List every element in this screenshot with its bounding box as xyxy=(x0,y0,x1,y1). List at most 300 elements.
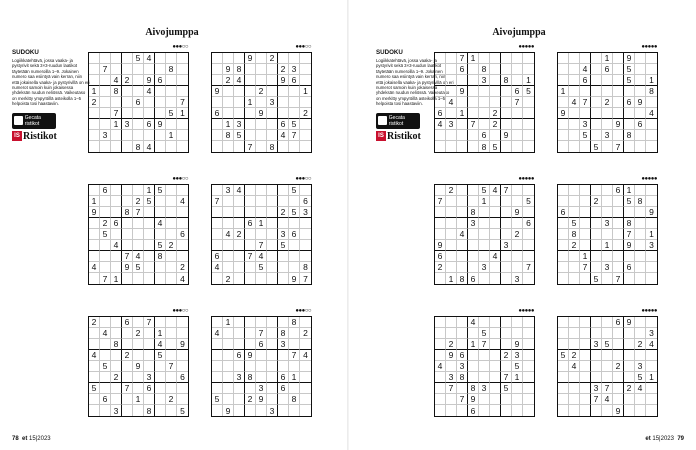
sudoku-cell[interactable]: 8 xyxy=(278,328,289,339)
sudoku-cell[interactable]: 2 xyxy=(278,207,289,218)
sudoku-cell[interactable]: 9 xyxy=(245,350,256,361)
sudoku-cell[interactable] xyxy=(490,383,501,394)
sudoku-cell[interactable]: 1 xyxy=(289,372,300,383)
sudoku-cell[interactable] xyxy=(212,273,223,284)
sudoku-cell[interactable] xyxy=(479,372,490,383)
sudoku-cell[interactable] xyxy=(212,372,223,383)
sudoku-cell[interactable] xyxy=(569,141,580,152)
sudoku-cell[interactable]: 7 xyxy=(245,251,256,262)
sudoku-cell[interactable] xyxy=(234,317,245,328)
sudoku-cell[interactable]: 9 xyxy=(435,240,446,251)
sudoku-cell[interactable]: 8 xyxy=(457,273,468,284)
sudoku-cell[interactable] xyxy=(490,240,501,251)
sudoku-cell[interactable] xyxy=(267,240,278,251)
sudoku-cell[interactable] xyxy=(558,405,569,416)
sudoku-cell[interactable] xyxy=(512,317,523,328)
sudoku-cell[interactable] xyxy=(133,86,144,97)
sudoku-cell[interactable] xyxy=(613,97,624,108)
sudoku-cell[interactable]: 7 xyxy=(580,262,591,273)
sudoku-cell[interactable] xyxy=(256,141,267,152)
sudoku-cell[interactable]: 1 xyxy=(523,75,534,86)
sudoku-cell[interactable]: 1 xyxy=(155,328,166,339)
sudoku-cell[interactable] xyxy=(569,130,580,141)
sudoku-cell[interactable]: 6 xyxy=(133,97,144,108)
sudoku-cell[interactable]: 3 xyxy=(267,97,278,108)
sudoku-cell[interactable] xyxy=(523,108,534,119)
sudoku-cell[interactable] xyxy=(468,240,479,251)
sudoku-cell[interactable]: 4 xyxy=(133,251,144,262)
sudoku-cell[interactable] xyxy=(490,130,501,141)
sudoku-cell[interactable] xyxy=(166,75,177,86)
sudoku-cell[interactable] xyxy=(267,273,278,284)
sudoku-cell[interactable] xyxy=(490,317,501,328)
sudoku-cell[interactable] xyxy=(267,64,278,75)
sudoku-cell[interactable] xyxy=(166,185,177,196)
sudoku-cell[interactable] xyxy=(89,108,100,119)
sudoku-cell[interactable] xyxy=(558,218,569,229)
sudoku-cell[interactable] xyxy=(289,240,300,251)
sudoku-cell[interactable] xyxy=(133,108,144,119)
sudoku-cell[interactable] xyxy=(267,317,278,328)
sudoku-cell[interactable]: 5 xyxy=(155,240,166,251)
sudoku-cell[interactable] xyxy=(457,75,468,86)
sudoku-cell[interactable] xyxy=(223,350,234,361)
sudoku-cell[interactable] xyxy=(177,218,188,229)
sudoku-cell[interactable] xyxy=(300,229,311,240)
sudoku-cell[interactable] xyxy=(122,218,133,229)
sudoku-cell[interactable]: 6 xyxy=(300,196,311,207)
sudoku-cell[interactable]: 6 xyxy=(278,383,289,394)
sudoku-cell[interactable]: 2 xyxy=(122,75,133,86)
sudoku-cell[interactable] xyxy=(490,64,501,75)
sudoku-cell[interactable] xyxy=(512,185,523,196)
sudoku-cell[interactable] xyxy=(267,218,278,229)
sudoku-cell[interactable]: 7 xyxy=(580,97,591,108)
sudoku-cell[interactable] xyxy=(100,207,111,218)
sudoku-cell[interactable]: 4 xyxy=(144,86,155,97)
sudoku-cell[interactable] xyxy=(580,196,591,207)
sudoku-cell[interactable] xyxy=(256,185,267,196)
sudoku-cell[interactable] xyxy=(501,108,512,119)
sudoku-cell[interactable]: 3 xyxy=(223,185,234,196)
sudoku-cell[interactable] xyxy=(212,218,223,229)
sudoku-cell[interactable]: 7 xyxy=(256,328,267,339)
sudoku-cell[interactable] xyxy=(490,262,501,273)
sudoku-cell[interactable]: 3 xyxy=(468,218,479,229)
sudoku-cell[interactable]: 3 xyxy=(646,240,657,251)
sudoku-cell[interactable] xyxy=(100,86,111,97)
sudoku-cell[interactable] xyxy=(523,372,534,383)
sudoku-cell[interactable]: 6 xyxy=(613,317,624,328)
sudoku-cell[interactable] xyxy=(635,328,646,339)
sudoku-cell[interactable]: 5 xyxy=(256,262,267,273)
sudoku-cell[interactable]: 8 xyxy=(468,383,479,394)
sudoku-cell[interactable] xyxy=(111,383,122,394)
sudoku-cell[interactable] xyxy=(512,383,523,394)
sudoku-cell[interactable] xyxy=(523,185,534,196)
sudoku-cell[interactable] xyxy=(512,64,523,75)
sudoku-cell[interactable] xyxy=(479,218,490,229)
sudoku-cell[interactable] xyxy=(289,86,300,97)
sudoku-cell[interactable] xyxy=(435,383,446,394)
sudoku-cell[interactable]: 9 xyxy=(144,75,155,86)
sudoku-cell[interactable] xyxy=(267,394,278,405)
sudoku-cell[interactable]: 1 xyxy=(646,75,657,86)
sudoku-cell[interactable] xyxy=(122,108,133,119)
sudoku-cell[interactable]: 7 xyxy=(177,97,188,108)
sudoku-cell[interactable]: 6 xyxy=(613,185,624,196)
sudoku-cell[interactable] xyxy=(580,141,591,152)
sudoku-cell[interactable] xyxy=(624,86,635,97)
sudoku-cell[interactable]: 3 xyxy=(646,328,657,339)
sudoku-cell[interactable] xyxy=(100,53,111,64)
sudoku-cell[interactable] xyxy=(89,218,100,229)
sudoku-cell[interactable]: 9 xyxy=(256,394,267,405)
sudoku-cell[interactable] xyxy=(289,218,300,229)
sudoku-cell[interactable] xyxy=(166,251,177,262)
sudoku-cell[interactable]: 1 xyxy=(223,119,234,130)
sudoku-cell[interactable]: 1 xyxy=(580,251,591,262)
sudoku-cell[interactable] xyxy=(558,119,569,130)
sudoku-cell[interactable]: 7 xyxy=(256,240,267,251)
sudoku-cell[interactable] xyxy=(122,130,133,141)
sudoku-cell[interactable] xyxy=(122,141,133,152)
sudoku-cell[interactable] xyxy=(635,207,646,218)
sudoku-cell[interactable]: 3 xyxy=(580,119,591,130)
sudoku-cell[interactable] xyxy=(558,240,569,251)
sudoku-cell[interactable]: 3 xyxy=(111,405,122,416)
sudoku-cell[interactable] xyxy=(278,86,289,97)
sudoku-cell[interactable] xyxy=(635,53,646,64)
sudoku-cell[interactable]: 4 xyxy=(646,108,657,119)
sudoku-cell[interactable]: 3 xyxy=(602,262,613,273)
sudoku-cell[interactable]: 4 xyxy=(100,328,111,339)
sudoku-cell[interactable] xyxy=(435,394,446,405)
sudoku-cell[interactable] xyxy=(523,394,534,405)
sudoku-cell[interactable] xyxy=(300,130,311,141)
sudoku-cell[interactable]: 7 xyxy=(133,207,144,218)
sudoku-cell[interactable] xyxy=(501,196,512,207)
sudoku-cell[interactable] xyxy=(580,328,591,339)
sudoku-cell[interactable] xyxy=(523,328,534,339)
sudoku-cell[interactable] xyxy=(523,119,534,130)
sudoku-cell[interactable] xyxy=(267,361,278,372)
sudoku-cell[interactable] xyxy=(100,75,111,86)
sudoku-cell[interactable] xyxy=(523,207,534,218)
sudoku-cell[interactable] xyxy=(89,372,100,383)
sudoku-cell[interactable] xyxy=(613,372,624,383)
sudoku-cell[interactable] xyxy=(223,86,234,97)
sudoku-cell[interactable] xyxy=(111,185,122,196)
sudoku-cell[interactable] xyxy=(223,218,234,229)
sudoku-cell[interactable] xyxy=(289,328,300,339)
sudoku-cell[interactable] xyxy=(602,372,613,383)
sudoku-cell[interactable] xyxy=(479,240,490,251)
sudoku-cell[interactable] xyxy=(523,350,534,361)
sudoku-cell[interactable]: 5 xyxy=(624,196,635,207)
sudoku-cell[interactable] xyxy=(144,108,155,119)
sudoku-cell[interactable] xyxy=(490,53,501,64)
sudoku-cell[interactable] xyxy=(468,141,479,152)
sudoku-cell[interactable] xyxy=(300,64,311,75)
sudoku-cell[interactable] xyxy=(122,97,133,108)
sudoku-cell[interactable] xyxy=(591,372,602,383)
sudoku-cell[interactable] xyxy=(133,273,144,284)
sudoku-cell[interactable]: 9 xyxy=(446,350,457,361)
sudoku-cell[interactable]: 5 xyxy=(166,108,177,119)
sudoku-cell[interactable] xyxy=(613,240,624,251)
sudoku-cell[interactable] xyxy=(256,207,267,218)
sudoku-cell[interactable]: 1 xyxy=(602,240,613,251)
sudoku-cell[interactable] xyxy=(613,196,624,207)
sudoku-cell[interactable] xyxy=(300,317,311,328)
sudoku-cell[interactable] xyxy=(602,86,613,97)
sudoku-cell[interactable] xyxy=(591,86,602,97)
sudoku-cell[interactable] xyxy=(267,75,278,86)
sudoku-cell[interactable] xyxy=(635,86,646,97)
sudoku-cell[interactable]: 7 xyxy=(212,196,223,207)
sudoku-cell[interactable]: 7 xyxy=(122,383,133,394)
sudoku-cell[interactable] xyxy=(646,394,657,405)
sudoku-cell[interactable] xyxy=(479,405,490,416)
sudoku-cell[interactable] xyxy=(624,394,635,405)
sudoku-cell[interactable]: 1 xyxy=(245,97,256,108)
sudoku-cell[interactable]: 7 xyxy=(501,185,512,196)
sudoku-cell[interactable]: 1 xyxy=(177,108,188,119)
sudoku-cell[interactable] xyxy=(278,350,289,361)
sudoku-cell[interactable] xyxy=(212,339,223,350)
sudoku-cell[interactable] xyxy=(580,207,591,218)
sudoku-cell[interactable]: 9 xyxy=(278,75,289,86)
sudoku-cell[interactable] xyxy=(133,185,144,196)
sudoku-cell[interactable] xyxy=(278,394,289,405)
sudoku-cell[interactable] xyxy=(234,196,245,207)
sudoku-cell[interactable] xyxy=(479,350,490,361)
sudoku-cell[interactable] xyxy=(212,361,223,372)
sudoku-cell[interactable] xyxy=(558,64,569,75)
sudoku-cell[interactable] xyxy=(100,196,111,207)
sudoku-cell[interactable] xyxy=(580,350,591,361)
sudoku-cell[interactable] xyxy=(177,394,188,405)
sudoku-cell[interactable] xyxy=(602,119,613,130)
sudoku-cell[interactable]: 6 xyxy=(100,185,111,196)
sudoku-cell[interactable] xyxy=(569,262,580,273)
sudoku-cell[interactable]: 8 xyxy=(111,86,122,97)
sudoku-cell[interactable] xyxy=(569,185,580,196)
sudoku-cell[interactable] xyxy=(267,339,278,350)
sudoku-cell[interactable] xyxy=(435,141,446,152)
sudoku-cell[interactable]: 3 xyxy=(446,372,457,383)
sudoku-cell[interactable] xyxy=(435,130,446,141)
sudoku-cell[interactable] xyxy=(602,141,613,152)
sudoku-cell[interactable]: 3 xyxy=(278,229,289,240)
sudoku-cell[interactable]: 8 xyxy=(624,218,635,229)
sudoku-cell[interactable] xyxy=(100,383,111,394)
sudoku-cell[interactable]: 8 xyxy=(457,372,468,383)
sudoku-cell[interactable] xyxy=(212,53,223,64)
sudoku-cell[interactable] xyxy=(468,86,479,97)
sudoku-cell[interactable]: 2 xyxy=(245,394,256,405)
sudoku-cell[interactable] xyxy=(646,130,657,141)
sudoku-cell[interactable] xyxy=(569,339,580,350)
sudoku-cell[interactable]: 2 xyxy=(591,196,602,207)
sudoku-cell[interactable]: 2 xyxy=(602,97,613,108)
sudoku-cell[interactable] xyxy=(133,240,144,251)
sudoku-cell[interactable] xyxy=(624,141,635,152)
sudoku-cell[interactable] xyxy=(613,75,624,86)
sudoku-cell[interactable] xyxy=(580,273,591,284)
sudoku-cell[interactable] xyxy=(446,229,457,240)
sudoku-cell[interactable] xyxy=(100,240,111,251)
sudoku-cell[interactable] xyxy=(613,251,624,262)
sudoku-cell[interactable]: 1 xyxy=(624,185,635,196)
sudoku-cell[interactable]: 9 xyxy=(613,405,624,416)
sudoku-cell[interactable] xyxy=(435,64,446,75)
sudoku-cell[interactable]: 4 xyxy=(278,130,289,141)
sudoku-cell[interactable] xyxy=(624,328,635,339)
sudoku-cell[interactable] xyxy=(155,273,166,284)
sudoku-cell[interactable] xyxy=(591,361,602,372)
sudoku-cell[interactable] xyxy=(300,53,311,64)
sudoku-cell[interactable] xyxy=(133,405,144,416)
sudoku-cell[interactable]: 2 xyxy=(300,328,311,339)
sudoku-cell[interactable]: 3 xyxy=(512,273,523,284)
sudoku-cell[interactable] xyxy=(558,328,569,339)
sudoku-cell[interactable] xyxy=(591,207,602,218)
sudoku-cell[interactable] xyxy=(457,317,468,328)
sudoku-cell[interactable] xyxy=(234,405,245,416)
sudoku-cell[interactable] xyxy=(122,273,133,284)
sudoku-cell[interactable]: 1 xyxy=(558,86,569,97)
sudoku-cell[interactable] xyxy=(569,196,580,207)
sudoku-cell[interactable] xyxy=(569,372,580,383)
sudoku-cell[interactable] xyxy=(267,185,278,196)
sudoku-cell[interactable] xyxy=(267,262,278,273)
sudoku-cell[interactable] xyxy=(278,405,289,416)
sudoku-cell[interactable]: 9 xyxy=(155,119,166,130)
sudoku-cell[interactable]: 1 xyxy=(256,218,267,229)
sudoku-cell[interactable]: 6 xyxy=(100,394,111,405)
sudoku-cell[interactable] xyxy=(100,372,111,383)
sudoku-cell[interactable] xyxy=(558,262,569,273)
sudoku-cell[interactable] xyxy=(245,240,256,251)
sudoku-cell[interactable]: 8 xyxy=(245,372,256,383)
sudoku-cell[interactable]: 1 xyxy=(223,317,234,328)
sudoku-cell[interactable] xyxy=(256,64,267,75)
sudoku-cell[interactable] xyxy=(479,229,490,240)
sudoku-cell[interactable] xyxy=(613,229,624,240)
sudoku-cell[interactable]: 2 xyxy=(100,218,111,229)
sudoku-cell[interactable] xyxy=(457,328,468,339)
sudoku-cell[interactable]: 7 xyxy=(468,119,479,130)
sudoku-cell[interactable] xyxy=(122,361,133,372)
sudoku-cell[interactable]: 8 xyxy=(267,141,278,152)
sudoku-cell[interactable] xyxy=(523,97,534,108)
sudoku-cell[interactable] xyxy=(289,251,300,262)
sudoku-cell[interactable]: 2 xyxy=(122,350,133,361)
sudoku-cell[interactable] xyxy=(267,251,278,262)
sudoku-cell[interactable] xyxy=(289,339,300,350)
sudoku-cell[interactable] xyxy=(591,229,602,240)
sudoku-cell[interactable]: 1 xyxy=(446,273,457,284)
sudoku-cell[interactable]: 3 xyxy=(122,119,133,130)
sudoku-cell[interactable] xyxy=(278,273,289,284)
sudoku-cell[interactable] xyxy=(212,75,223,86)
sudoku-cell[interactable] xyxy=(223,372,234,383)
sudoku-cell[interactable] xyxy=(624,350,635,361)
sudoku-cell[interactable]: 9 xyxy=(457,86,468,97)
sudoku-cell[interactable]: 4 xyxy=(180,273,185,284)
sudoku-cell[interactable] xyxy=(646,262,657,273)
sudoku-cell[interactable] xyxy=(144,130,155,141)
sudoku-cell[interactable] xyxy=(435,97,446,108)
sudoku-cell[interactable] xyxy=(223,196,234,207)
sudoku-cell[interactable] xyxy=(177,75,188,86)
sudoku-cell[interactable] xyxy=(523,240,534,251)
sudoku-cell[interactable]: 3 xyxy=(144,372,155,383)
sudoku-cell[interactable] xyxy=(457,240,468,251)
sudoku-cell[interactable] xyxy=(89,251,100,262)
sudoku-cell[interactable] xyxy=(613,218,624,229)
sudoku-cell[interactable] xyxy=(278,141,289,152)
sudoku-cell[interactable]: 9 xyxy=(558,108,569,119)
sudoku-cell[interactable] xyxy=(111,394,122,405)
sudoku-cell[interactable] xyxy=(300,141,311,152)
sudoku-cell[interactable] xyxy=(490,328,501,339)
sudoku-cell[interactable] xyxy=(89,273,100,284)
sudoku-cell[interactable] xyxy=(155,207,166,218)
sudoku-cell[interactable]: 4 xyxy=(569,361,580,372)
sudoku-cell[interactable] xyxy=(624,207,635,218)
sudoku-cell[interactable] xyxy=(624,405,635,416)
sudoku-cell[interactable]: 7 xyxy=(166,361,177,372)
sudoku-cell[interactable] xyxy=(177,207,188,218)
sudoku-cell[interactable] xyxy=(569,405,580,416)
sudoku-cell[interactable] xyxy=(245,119,256,130)
sudoku-cell[interactable]: 7 xyxy=(144,317,155,328)
sudoku-cell[interactable]: 6 xyxy=(468,405,479,416)
sudoku-cell[interactable]: 8 xyxy=(289,317,300,328)
sudoku-cell[interactable]: 2 xyxy=(490,119,501,130)
sudoku-cell[interactable] xyxy=(580,185,591,196)
sudoku-cell[interactable] xyxy=(223,251,234,262)
sudoku-cell[interactable] xyxy=(267,383,278,394)
sudoku-cell[interactable] xyxy=(435,53,446,64)
sudoku-cell[interactable]: 1 xyxy=(512,372,523,383)
sudoku-cell[interactable]: 7 xyxy=(289,350,300,361)
sudoku-cell[interactable] xyxy=(435,328,446,339)
sudoku-cell[interactable]: 9 xyxy=(624,317,635,328)
sudoku-cell[interactable] xyxy=(523,64,534,75)
sudoku-cell[interactable] xyxy=(512,240,523,251)
sudoku-cell[interactable] xyxy=(591,218,602,229)
sudoku-cell[interactable] xyxy=(635,108,646,119)
sudoku-cell[interactable]: 9 xyxy=(289,273,300,284)
sudoku-cell[interactable] xyxy=(624,108,635,119)
sudoku-cell[interactable] xyxy=(569,273,580,284)
sudoku-cell[interactable] xyxy=(635,185,646,196)
sudoku-cell[interactable] xyxy=(591,97,602,108)
sudoku-cell[interactable]: 2 xyxy=(89,317,100,328)
sudoku-cell[interactable] xyxy=(446,53,457,64)
sudoku-cell[interactable] xyxy=(635,75,646,86)
sudoku-cell[interactable]: 6 xyxy=(580,75,591,86)
sudoku-cell[interactable]: 7 xyxy=(446,383,457,394)
sudoku-cell[interactable] xyxy=(446,108,457,119)
sudoku-cell[interactable]: 5 xyxy=(278,240,289,251)
sudoku-cell[interactable] xyxy=(155,130,166,141)
sudoku-cell[interactable] xyxy=(155,64,166,75)
